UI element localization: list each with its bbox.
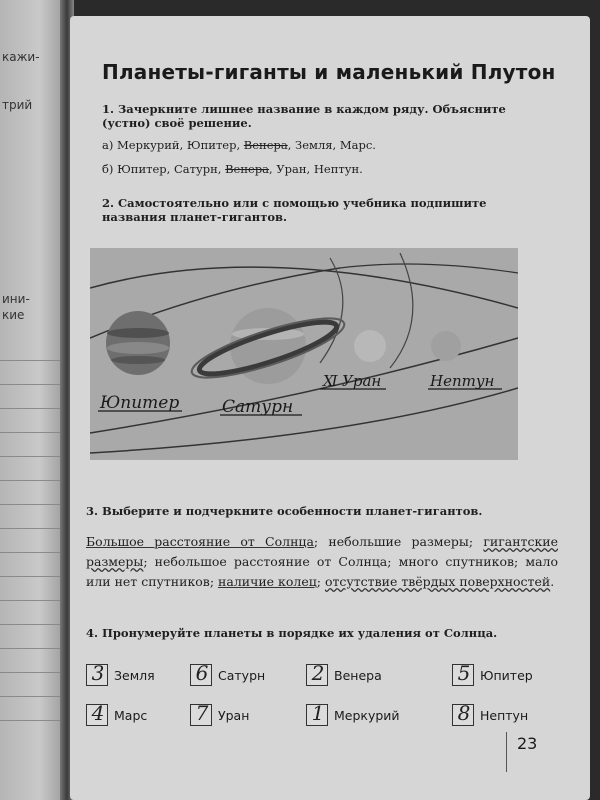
left-page-rule [0,552,60,553]
left-page-fragment: кие [2,308,25,322]
page-number [506,732,547,772]
workbook-page [70,16,590,800]
handwritten-number: 7 [195,701,209,725]
task4-heading: 4. Пронумеруйте планеты в порядке их удаления от Солнца. [86,626,498,640]
left-page-rule [0,432,60,433]
orbit-line [90,267,518,308]
left-page-rule [0,576,60,577]
left-page-rule [0,504,60,505]
label-saturn: Сатурн [222,397,294,417]
order-item [86,701,148,726]
giant-planets-illustration [90,248,518,460]
jupiter-band [111,356,165,364]
left-page-rule [0,672,60,673]
label-numeral: Ⅺ [323,372,338,390]
uranus-planet [354,330,386,362]
number-box[interactable] [452,661,474,686]
task3-plain: ; [316,574,325,589]
handwritten-number: 4 [91,701,105,725]
left-page-fragment: кажи- [2,50,40,64]
planet-name: Земля [114,667,155,683]
task1-row-a [102,138,376,152]
label-neptune: Нептун [430,372,495,390]
planet-name: Марс [114,707,148,723]
task3-heading: 3. Выберите и подчеркните особенности планет-гигантов. [86,504,483,518]
left-page-rule [0,456,60,457]
order-item [86,661,155,686]
left-page-rule [0,624,60,625]
handwritten-number: 5 [457,661,471,685]
order-item [306,661,382,686]
underlined-feature: гигантские размеры [86,534,559,569]
orbit-line [340,264,518,273]
task1-row-b-suffix: , Уран, Нептун. [269,162,363,176]
handwritten-number: 2 [311,661,325,685]
page-title: Планеты-гиганты и маленький Плутон [102,60,556,84]
task3-text [86,532,558,592]
number-box[interactable] [86,661,108,686]
task1-row-a-prefix: а) Меркурий, Юпитер, [102,138,244,152]
task1-row-b-prefix: б) Юпитер, Сатурн, [102,162,226,176]
left-page-fragment: ини- [2,292,30,306]
handwritten-number: 3 [91,661,105,685]
order-item [306,701,400,726]
planets-svg [90,248,518,460]
number-box[interactable] [306,701,328,726]
number-box[interactable] [86,701,108,726]
task1-row-b-struck: Венера [225,162,270,176]
left-page-rule [0,360,60,361]
left-page-edge [0,0,66,800]
task1-row-b [102,162,363,176]
planet-name: Нептун [480,707,529,723]
left-page-rule [0,384,60,385]
left-page-rule [0,720,60,721]
planet-name: Юпитер [480,667,533,683]
page-number-text: 23 [517,734,538,753]
left-page-rule [0,408,60,409]
order-item [452,701,529,726]
number-box[interactable] [190,701,212,726]
left-page-rule [0,696,60,697]
left-page-rule [0,600,60,601]
task3-plain: ; небольшое расстояние от Солнца; много спутников; мало или нет спутников; [86,554,558,589]
underlined-feature: наличие колец [218,574,317,589]
task1-row-a-suffix: , Земля, Марс. [287,138,376,152]
number-box[interactable] [190,661,212,686]
planet-name: Меркурий [334,707,400,723]
number-box[interactable] [452,701,474,726]
orbit-line [390,253,413,368]
order-item [452,661,533,686]
handwritten-number: 1 [311,701,325,725]
left-page-fragment: трий [2,98,33,112]
planet-name: Сатурн [218,667,266,683]
orbit-line [320,258,343,363]
task1-row-a-struck: Венера [243,138,288,152]
handwritten-number: 8 [457,701,471,725]
planet-name: Уран [218,707,250,723]
task3-plain: ; небольшие размеры; [313,534,484,549]
task1-heading: 1. Зачеркните лишнее название в каждом ряду. Объясните (устно) своё решение. [102,102,506,130]
left-page-rule [0,480,60,481]
handwritten-number: 6 [195,661,209,685]
jupiter-band [107,342,169,354]
underlined-feature: отсутствие твёрдых поверхностей [324,574,551,589]
label-uranus: Уран [342,372,382,390]
planet-name: Венера [334,667,382,683]
task2-heading: 2. Самостоятельно или с помощью учебника подпишите названия планет-гигантов. [102,196,487,224]
label-jupiter: Юпитер [100,393,180,413]
order-item [190,661,266,686]
left-page-rule [0,528,60,529]
neptune-planet [431,331,461,361]
left-page-rule [0,648,60,649]
task3-plain: . [550,574,555,589]
jupiter-band [107,328,169,338]
order-item [190,701,250,726]
number-box[interactable] [306,661,328,686]
underlined-feature: Большое расстояние от Солнца [86,534,314,549]
